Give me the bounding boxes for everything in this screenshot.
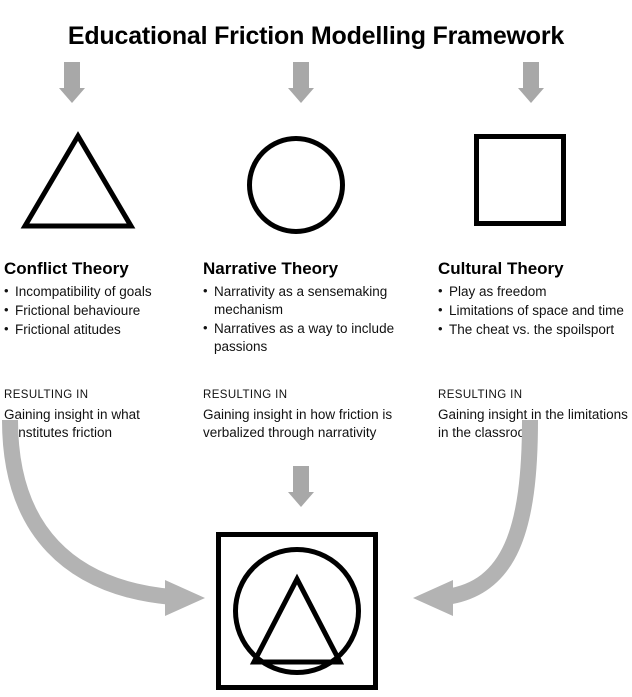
triangle-svg xyxy=(18,128,138,234)
square-outline xyxy=(474,134,566,226)
resulting-in-label-conflict: RESULTING IN xyxy=(4,389,89,401)
curved-arrow-left-svg xyxy=(0,420,215,630)
arrow-shaft xyxy=(293,62,309,88)
list-item: • Narratives as a way to include passions xyxy=(203,320,415,356)
square-icon xyxy=(474,134,574,234)
resulting-in-text-conflict: Gaining insight in what constitutes friction xyxy=(4,407,140,440)
curved-arrow-icon-left xyxy=(0,420,215,630)
resulting-in-text-narrative: Gaining insight in how friction is verbalized through narrativity xyxy=(203,407,393,440)
list-item: • Limitations of space and time xyxy=(438,302,632,320)
arrow-shaft xyxy=(293,466,309,492)
resulting-in-label-narrative: RESULTING IN xyxy=(203,389,288,401)
curved-arrow-icon-right xyxy=(398,420,618,630)
heading-narrative-theory: Narrative Theory xyxy=(203,259,339,278)
arrow-head xyxy=(518,88,544,103)
down-arrow-icon-cultural xyxy=(518,62,544,103)
resulting-in-text-cultural: Gaining insight in the limitations in the classroom xyxy=(438,407,628,440)
down-arrow-icon-center xyxy=(288,466,314,507)
bullet-list-narrative xyxy=(203,283,415,357)
bullet-list-cultural xyxy=(438,283,632,340)
heading-cultural-theory: Cultural Theory xyxy=(438,259,564,278)
list-item: • The cheat vs. the spoilsport xyxy=(438,321,632,339)
list-item: • Frictional behavioure xyxy=(4,302,200,320)
page-title: Educational Friction Modelling Framework xyxy=(67,22,565,50)
down-arrow-icon-conflict xyxy=(59,62,85,103)
list-item: • Frictional atitudes xyxy=(4,321,200,339)
combined-square-circle-triangle-icon xyxy=(216,532,378,690)
circle-icon xyxy=(247,136,347,236)
resulting-in-label-cultural: RESULTING IN xyxy=(438,389,523,401)
arrow-head xyxy=(288,492,314,507)
list-item: • Narrativity as a sensemaking mechanism xyxy=(203,283,415,319)
bullet-list-conflict xyxy=(4,283,200,340)
triangle-svg xyxy=(216,532,378,690)
down-arrow-icon-narrative xyxy=(288,62,314,103)
heading-conflict-theory: Conflict Theory xyxy=(4,259,129,278)
circle-outline xyxy=(247,136,345,234)
list-item: • Incompatibility of goals xyxy=(4,283,200,301)
arrow-shaft xyxy=(64,62,80,88)
arrow-head xyxy=(288,88,314,103)
arrow-head xyxy=(59,88,85,103)
triangle-icon xyxy=(18,128,138,234)
arrow-shaft xyxy=(523,62,539,88)
curved-arrow-right-svg xyxy=(398,420,618,630)
list-item: • Play as freedom xyxy=(438,283,632,301)
